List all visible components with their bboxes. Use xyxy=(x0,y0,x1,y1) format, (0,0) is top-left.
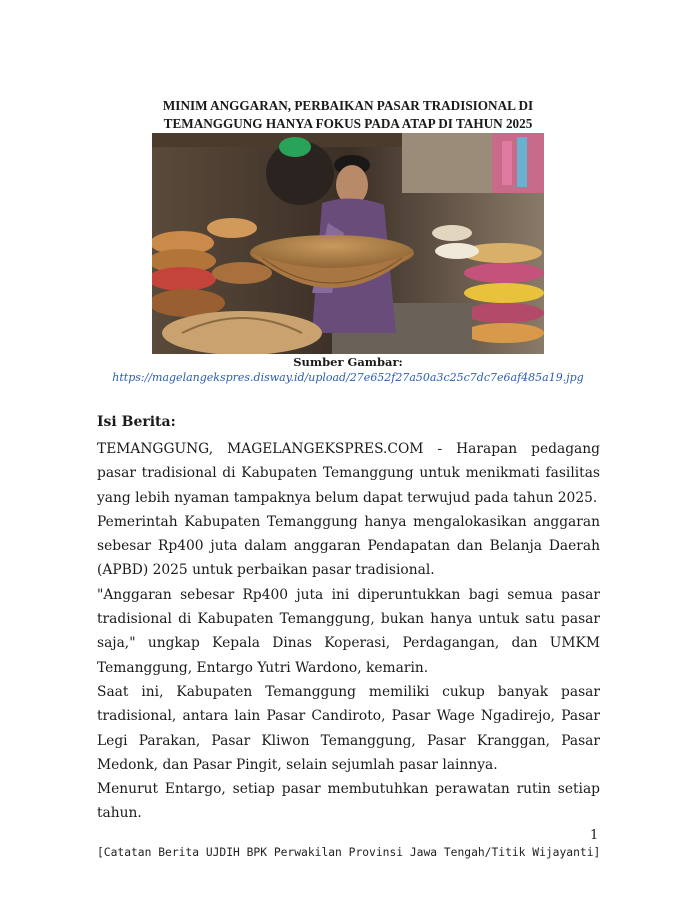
section-heading: Isi Berita: xyxy=(97,414,176,430)
paragraph: "Anggaran sebesar Rp400 juta ini diperuntukkan bagi semua pasar tradisional di Kabupaten Temanggung, bukan hanya untuk satu pasar saja," ungkap Kepala Dinas Koperasi, Perdagangan, dan UMKM Temanggung, Entargo Yutri Wardono, kemarin. xyxy=(97,586,600,676)
document-title xyxy=(96,97,600,133)
title-line-2: TEMANGGUNG HANYA FOKUS PADA ATAP DI TAHUN 2025 xyxy=(163,116,533,131)
image-source-link[interactable]: https://magelangekspres.disway.id/upload/27e652f27a50a3c25c7dc7e6af485a19.jpg xyxy=(112,371,584,384)
page-number: 1 xyxy=(590,828,599,843)
market-vendor-photo xyxy=(152,133,544,354)
article-body xyxy=(97,437,600,826)
image-caption-label: Sumber Gambar: xyxy=(293,355,403,369)
paragraph: Menurut Entargo, setiap pasar membutuhkan perawatan rutin setiap tahun. xyxy=(97,781,600,822)
paragraph: TEMANGGUNG, MAGELANGEKSPRES.COM - Harapan pedagang pasar tradisional di Kabupaten Temanggung untuk menikmati fasilitas yang lebih nyaman tampaknya belum dapat terwujud pada tahun 2025. xyxy=(97,441,600,506)
paragraph: Saat ini, Kabupaten Temanggung memiliki cukup banyak pasar tradisional, antara lain Pasar Candiroto, Pasar Wage Ngadirejo, Pasar Legi Parakan, Pasar Kliwon Temanggung, Pasar Kranggan, Pasar Medonk, dan Pasar Pingit, selain sejumlah pasar lainnya. xyxy=(97,683,600,773)
footer-note: [Catatan Berita UJDIH BPK Perwakilan Provinsi Jawa Tengah/Titik Wijayanti] xyxy=(97,846,601,859)
paragraph: Pemerintah Kabupaten Temanggung hanya mengalokasikan anggaran sebesar Rp400 juta dalam anggaran Pendapatan dan Belanja Daerah (APBD) 2025 untuk perbaikan pasar tradisional. xyxy=(97,513,600,579)
title-line-1: MINIM ANGGARAN, PERBAIKAN PASAR TRADISIONAL DI xyxy=(162,98,534,113)
